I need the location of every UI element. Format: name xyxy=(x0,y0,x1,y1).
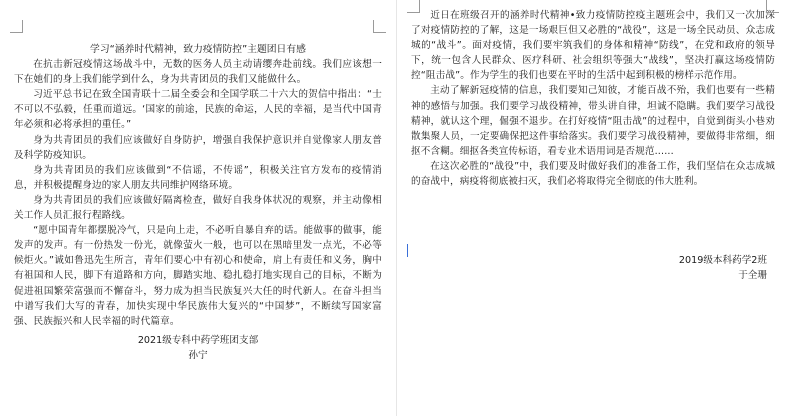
page-corner-mark xyxy=(373,20,386,33)
page-corner-mark xyxy=(407,0,420,13)
document-title: 学习“涵养时代精神，致力疫情防控”主题团日有感 xyxy=(90,44,306,55)
page-corner-mark xyxy=(10,20,23,33)
paragraph: 身为共青团员的我们应该做好自身防护，增强自我保护意识并自觉像家人朋友普及科学防疫知识。 xyxy=(14,134,382,161)
paragraph: 习近平总书记在致全国青联十二届全委会和全国学联二十六大的贺信中指出：“士不可以不弘毅，任重而道远。‘国家的前途，民族的命运，人民的幸福，是当代中国青年必须和必将承担的重任。” xyxy=(14,89,382,131)
signature-name: 孙宁 xyxy=(188,349,208,361)
paragraph: 在抗击新冠疫情这场战斗中，无数的医务人员主动请缨奔赴前线。我们应该想一下在她们的身上我们能学到什么，身为共青团员的我们又能做什么。 xyxy=(14,59,382,86)
signature-name: 于全珊 xyxy=(738,270,767,282)
paragraph: 身为共青团员的我们应该做好隔离检查，做好自我身体状况的观察，并主动像相关工作人员汇报行程路线。 xyxy=(14,194,382,222)
right-document-page xyxy=(396,0,789,416)
paragraph: 在这次必胜的“战役”中，我们要及时做好我们的准备工作，我们坚信在众志成城的奋战中，病疫将彻底被扫灭，我们必将取得完全彻底的伟大胜利。 xyxy=(411,160,775,188)
paragraph: 主动了解新冠疫情的信息，我们要知己知彼，才能百战不殆，我们也要有一些精神的感悟与加强。我们要学习战役精神，带头讲自律，坦诚不隐瞒。我们要学习战役精神，就认这个理，倔强不退步。在打好疫情“阻击战”的过程中，自觉到街头小巷劝散集聚人员，一定要确保把这件事给落实。我们要学习战役精神，要做得非常细，细抠不含糊。细抠各类宣传标语，看专业术语用词是否规范...... xyxy=(411,85,775,157)
signature-class: 2019级本科药学2班 xyxy=(678,255,767,267)
page-corner-mark xyxy=(766,0,779,13)
paragraph: 身为共青团员的我们应该做到“不信谣，不传谣”，积极关注官方发布的疫情消息，并积极提醒身边的家人朋友共同维护网络环境。 xyxy=(14,164,382,191)
text-cursor[interactable] xyxy=(407,244,408,257)
paragraph: “愿中国青年都摆脱冷气，只是向上走，不必听自暴自弃的话。能做事的做事，能发声的发声。有一份热发一份光，就像萤火一般，也可以在黑暗里发一点光，不必等候炬火。”诚如鲁迅先生所言，青年们要心中有初心和使命，肩上有责任和义务，胸中有祖国和人民，脚下有道路和方向，脚踏实地、稳扎稳打地实现自己的目标，不断为促进祖国繁荣富强而不懈奋斗，努力成为担当民族复兴大任的时代新人。在奋斗担当中谱写我们大写的青春，加快实现中华民族伟大复兴的“中国梦”，不断续写国家富强、民族振兴和人民幸福的时代篇章。 xyxy=(14,225,382,327)
paragraph: 近日在班级召开的涵养时代精神•致力疫情防控疫主题班会中，我们又一次加深了对疫情防控的了解，这是一场艰巨但又必胜的“战役”，这是一场全民动员、众志成城的“战斗”。面对疫情，我们要牢筑我们的身体和精神“防线”，在党和政府的领导下，统一包含人民群众、医疗科研、社会组织等强大“战线”，坚决打赢这场疫情防控“阻击战”。作为学生的我们也要在平时的生活中起到积极的榜样示范作用。 xyxy=(411,10,775,82)
signature-organization: 2021级专科中药学班团支部 xyxy=(137,334,259,346)
